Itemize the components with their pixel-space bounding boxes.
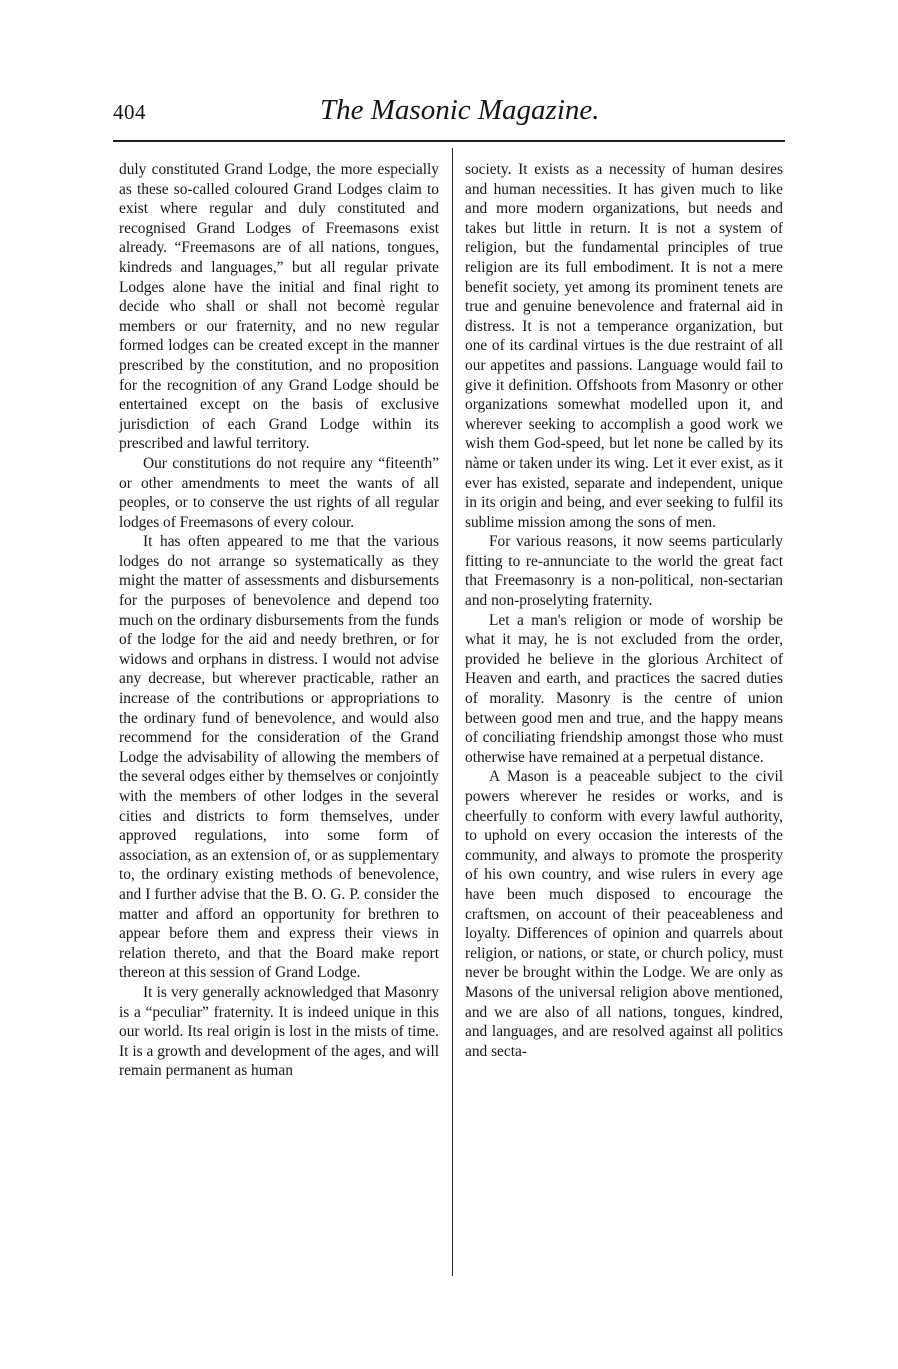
left-paragraph-2: Our constitutions do not require any “fiteenth” or other amendments to meet the wants of all peoples, or to conserve the ust rights of all regular lodges of Freemasons of every colour. bbox=[119, 454, 439, 531]
left-paragraph-1: duly constituted Grand Lodge, the more especially as these so-called coloured Grand Lodges claim to exist where regular and duly constituted and recognised Grand Lodges of Freemasons exist already. “Freemasons are of all nations, tongues, kindreds and languages,” but all regular private Lodges alone have the initial and final right to decide who shall or shall not becomè regular members or our fraternity, and no new regular formed lodges can be created except in the manner prescribed by the constitution, and no proposition for the recognition of any Grand Lodge should be entertained except on the basis of exclusive jurisdiction of each Grand Lodge within its prescribed and lawful territory. bbox=[119, 161, 439, 453]
right-paragraph-3: Let a man's religion or mode of worship be what it may, he is not excluded from the order, provided he believe in the glorious Architect of Heaven and earth, and practices the sacred duties of morality. Masonry is the centre of union between good men and true, and the happy means of conciliating friendship amongst those who must otherwise have remained at a perpetual distance. bbox=[465, 611, 783, 766]
right-paragraph-1: society. It exists as a necessity of human desires and human necessities. It has given much to like and more modern organizations, but needs and takes but little in return. It is not a system of religion, but the fundamental principles of true religion are its full embodiment. It is not a mere benefit society, yet among its prominent tenets are true and genuine benevolence and fraternal aid in distress. It is not a temperance organization, but one of its cardinal virtues is the due restraint of all our appetites and passions. Language would fail to give it definition. Offshoots from Masonry or other organizations somewhat modelled upon it, and wherever seeking to accomplish a good work we wish them God-speed, but let none be called by its nàme or taken under its wing. Let it ever exist, as it ever has existed, separate and independent, unique in its origin and being, and ever seeking to fulfil its sublime mission among the sons of men. bbox=[465, 161, 783, 531]
left-paragraph-3: It has often appeared to me that the various lodges do not arrange so systematically as they might the matter of assessments and disbursements for the purposes of benevolence and depend too much on the ordinary disbursements from the funds of the lodge for the aid and needy brethren, or for widows and orphans in distress. I would not advise any decrease, but wherever practicable, rather an increase of the contributions or appropriations to the ordinary fund of benevolence, and would also recommend for the consideration of the Grand Lodge the advisability of allowing the members of the several odges either by themselves or conjointly with the members of other lodges in the several cities and districts to form themselves, under approved regulations, into some form of association, as an extension of, or as supplementary to, the ordinary existing methods of benevolence, and I further advise that the B. O. G. P. consider the matter and afford an opportunity for brethren to appear before them and express their views in relation thereto, and that the Board make report thereon at this session of Grand Lodge. bbox=[119, 533, 439, 982]
right-paragraph-4: A Mason is a peaceable subject to the civil powers wherever he resides or works, and is cheerfully to conform with every lawful authority, to uphold on every occasion the interests of the community, and always to promote the prosperity of his own country, and wise rulers in every age have been much disposed to encourage the craftsmen, on account of their peaceableness and loyalty. Differences of opinion and quarrels about religion, or nations, or state, or church policy, must never be brought within the Lodge. We are only as Masons of the universal religion above mentioned, and we are also of all nations, tongues, kindred, and languages, and are resolved against all politics and secta- bbox=[465, 768, 783, 1060]
page-number: 404 bbox=[113, 100, 146, 124]
right-paragraph-2: For various reasons, it now seems particularly fitting to re-annunciate to the world the great fact that Freemasonry is a non-political, non-sectarian and non-proselyting fraternity. bbox=[465, 533, 783, 610]
right-column bbox=[465, 160, 783, 1061]
running-title: The Masonic Magazine. bbox=[320, 94, 600, 126]
left-paragraph-4: It is very generally acknowledged that Masonry is a “peculiar” fraternity. It is indeed unique in this our world. Its real origin is lost in the mists of time. It is a growth and development of the ages, and will remain permanent as human bbox=[119, 983, 439, 1080]
left-column bbox=[119, 160, 439, 1081]
header-rule bbox=[113, 140, 785, 142]
column-divider bbox=[452, 148, 453, 1276]
